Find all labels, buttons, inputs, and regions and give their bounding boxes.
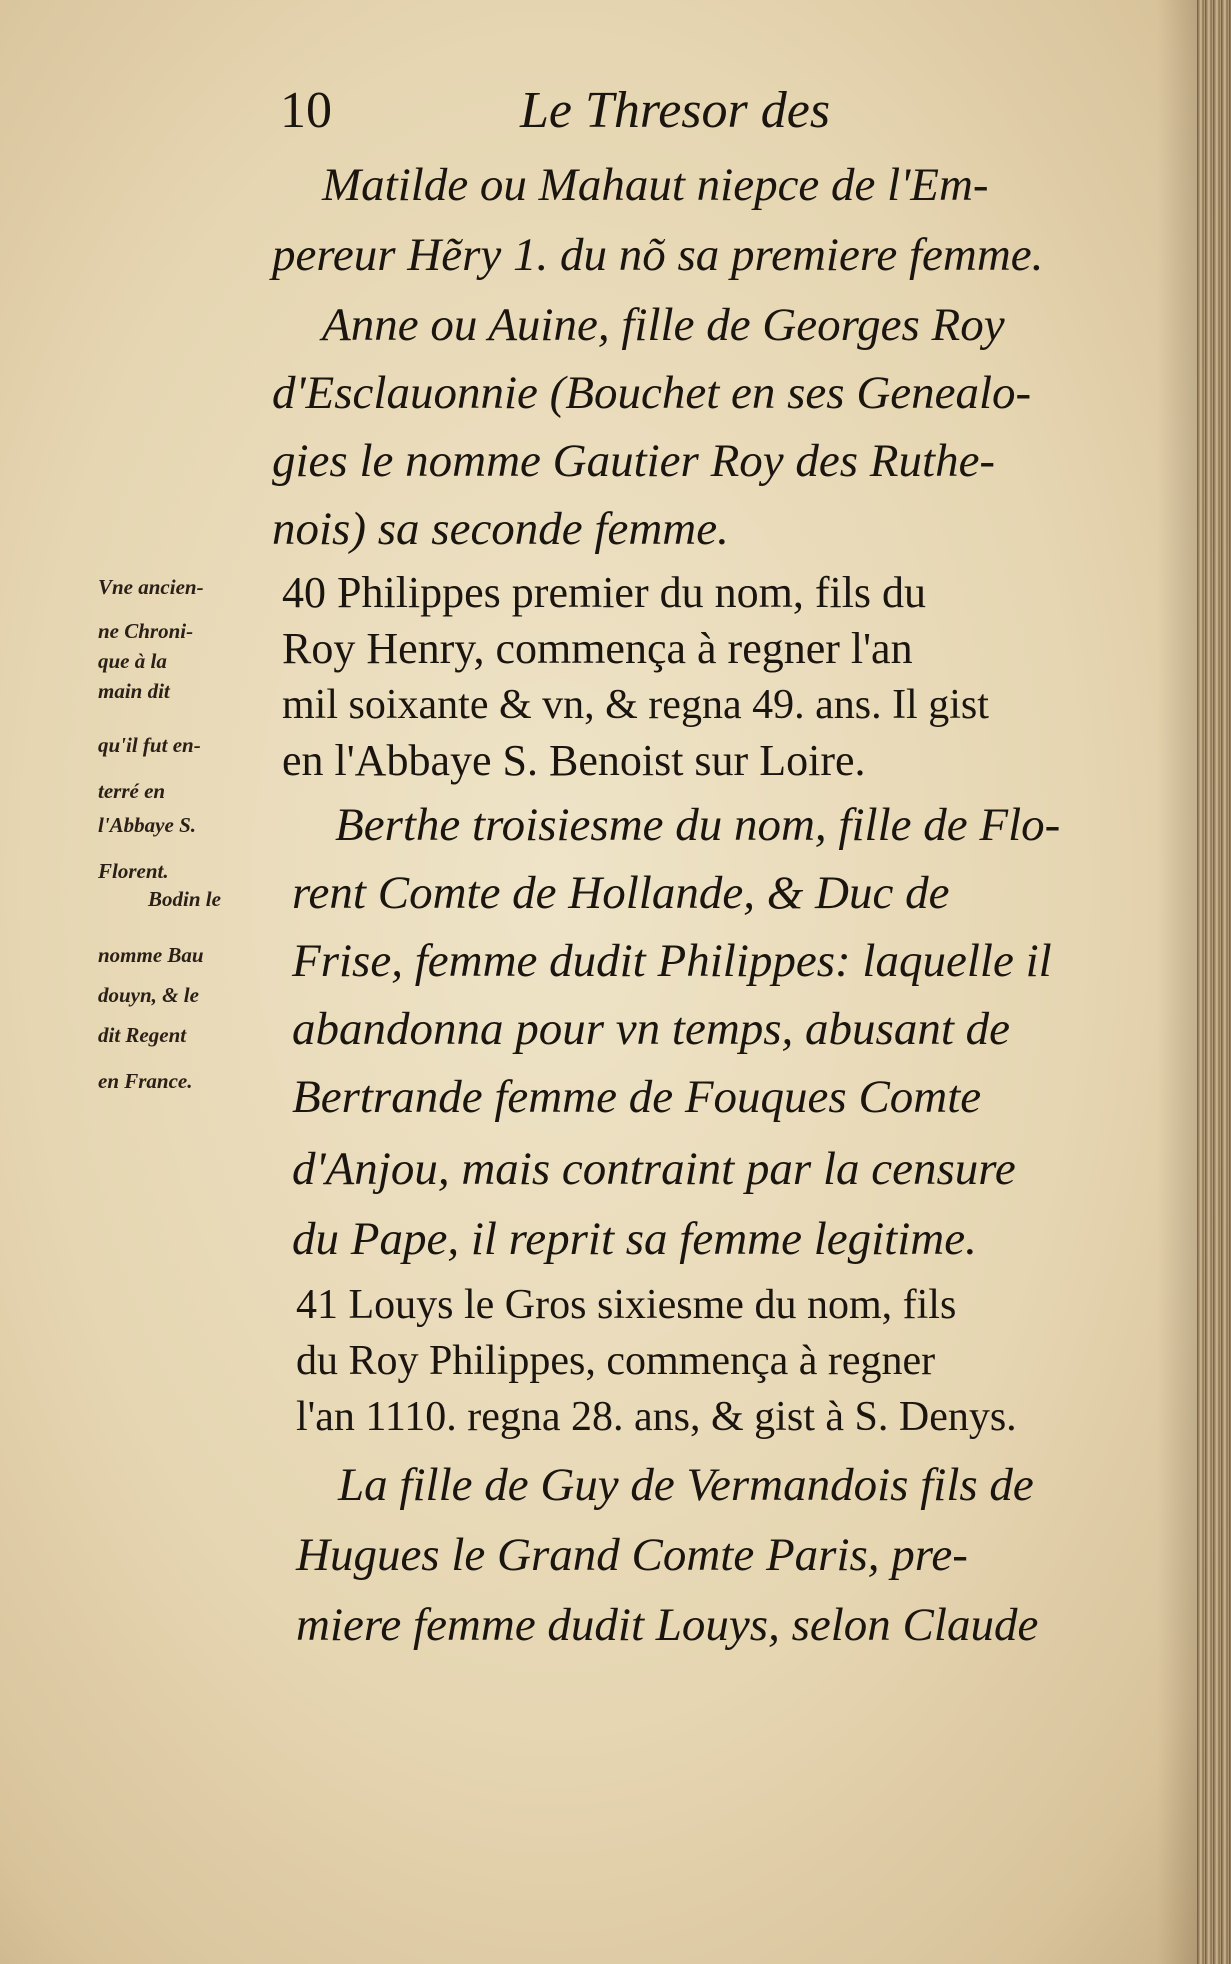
text-line: en l'Abbaye S. Benoist sur Loire. — [282, 736, 866, 785]
text-line: La fille de Guy de Vermandois fils de — [338, 1459, 1034, 1511]
text-line: du Roy Philippes, commença à regner — [296, 1338, 936, 1384]
margin-note-line: l'Abbaye S. — [98, 813, 196, 837]
text-line: abandonna pour vn temps, abusant de — [292, 1003, 1011, 1055]
page-header — [280, 76, 900, 146]
margin-note-line: que à la — [98, 649, 167, 673]
margin-note-line: Bodin le — [148, 887, 221, 911]
page-shadow — [1157, 0, 1197, 1964]
text-line: Bertrande femme de Fouques Comte — [292, 1071, 982, 1123]
margin-note-line: en France. — [98, 1069, 193, 1093]
text-line: 40 Philippes premier du nom, fils du — [282, 568, 927, 617]
text-line: pereur Hẽry 1. du nõ sa premiere femme. — [272, 229, 1044, 281]
text-line: du Pape, il reprit sa femme legitime. — [292, 1213, 977, 1265]
text-line: gies le nomme Gautier Roy des Ruthe- — [272, 435, 996, 487]
text-line: Roy Henry, commença à regner l'an — [282, 624, 913, 673]
text-line: Berthe troisiesme du nom, fille de Flo- — [335, 799, 1061, 851]
text-line: l'an 1110. regna 28. ans, & gist à S. Denys. — [296, 1394, 1017, 1440]
page-number: 10 — [280, 82, 332, 139]
margin-note-line: main dit — [98, 679, 170, 703]
margin-note-line: qu'il fut en- — [98, 733, 201, 757]
text-line: 41 Louys le Gros sixiesme du nom, fils — [296, 1282, 957, 1328]
text-line: mil soixante & vn, & regna 49. ans. Il gist — [282, 682, 989, 728]
text-line: d'Esclauonnie (Bouchet en ses Genealo- — [272, 367, 1032, 419]
text-line: miere femme dudit Louys, selon Claude — [296, 1599, 1039, 1651]
margin-note-line: Florent. — [98, 859, 169, 883]
page-fore-edge — [1197, 0, 1231, 1964]
margin-note-line: nomme Bau — [98, 943, 204, 967]
margin-note-line: terré en — [98, 779, 166, 803]
running-title: Le Thresor des — [520, 82, 831, 139]
margin-note-line: ne Chroni- — [98, 619, 194, 643]
text-line: rent Comte de Hollande, & Duc de — [292, 867, 950, 919]
margin-note-line: dit Regent — [98, 1023, 187, 1047]
text-line: Frise, femme dudit Philippes: laquelle il — [292, 935, 1052, 987]
margin-note-line: douyn, & le — [98, 983, 199, 1007]
text-line: nois) sa seconde femme. — [272, 503, 729, 555]
text-line: Hugues le Grand Comte Paris, pre- — [296, 1529, 968, 1581]
text-line: Anne ou Auine, fille de Georges Roy — [322, 299, 1005, 351]
text-line: d'Anjou, mais contraint par la censure — [292, 1143, 1016, 1195]
margin-note-line: Vne ancien- — [98, 575, 204, 599]
text-line: Matilde ou Mahaut niepce de l'Em- — [322, 159, 989, 211]
